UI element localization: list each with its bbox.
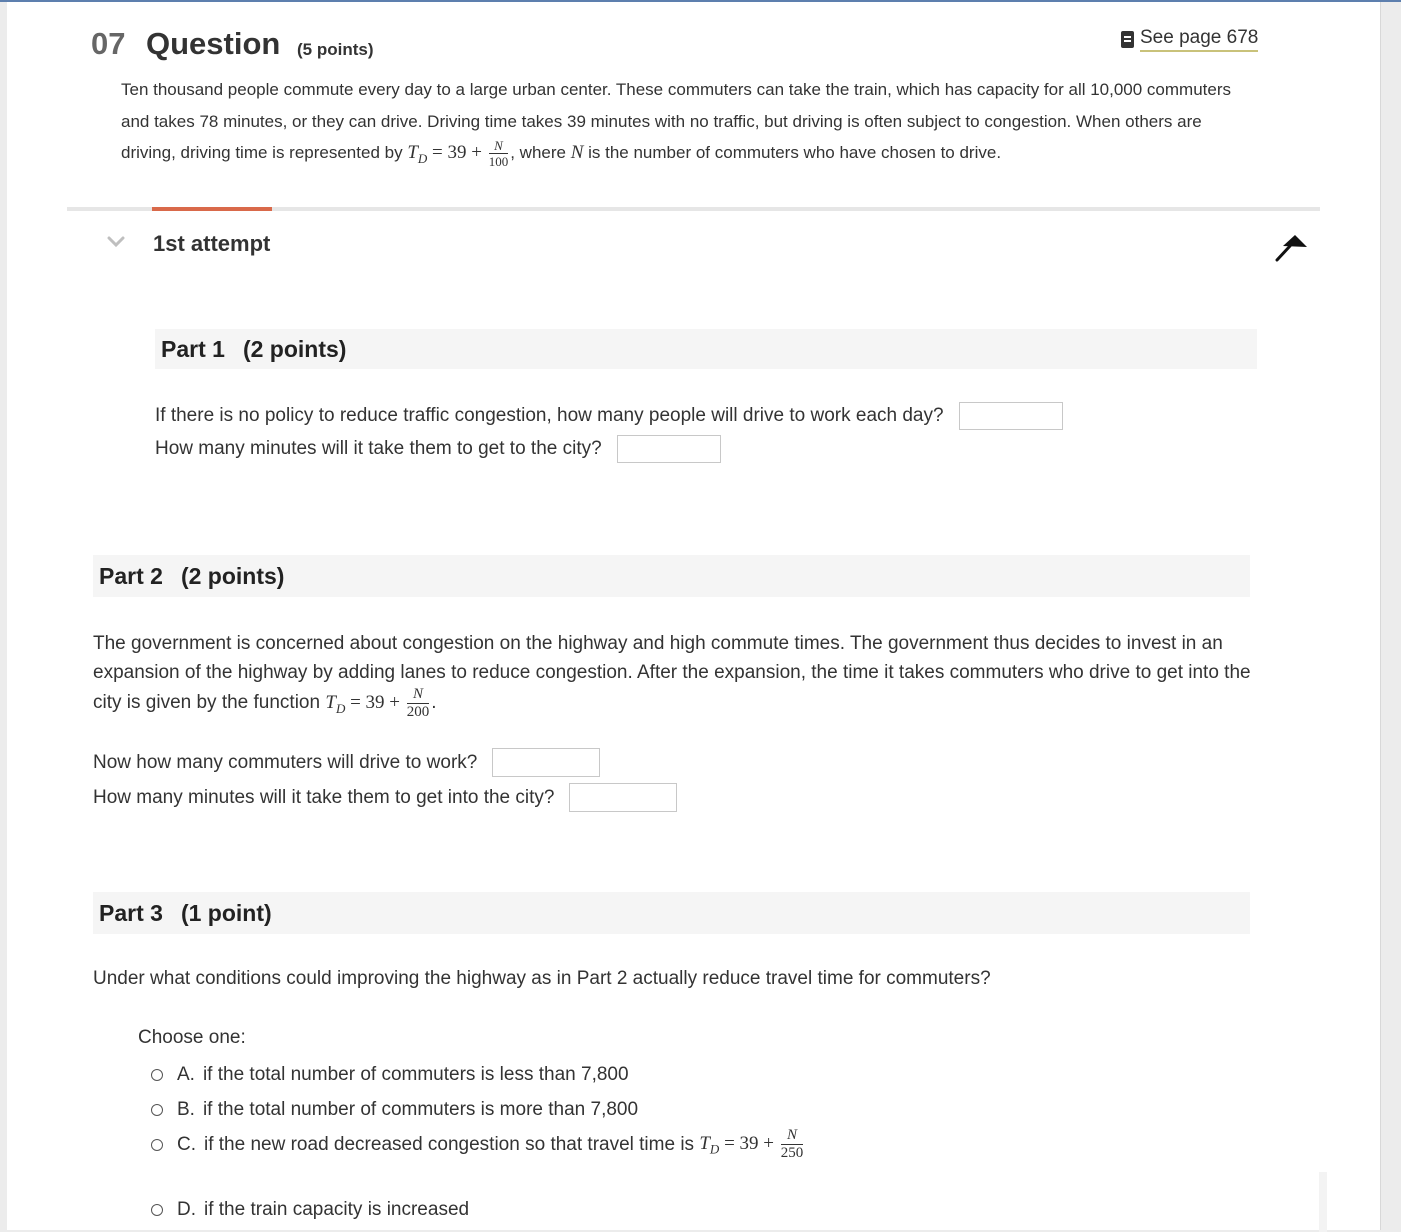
part2-title: Part 2 <box>99 562 163 589</box>
part2-text: The government is concerned about congestion on the highway and high commute times. The government thus decides to invest in an expansion of the highway by adding lanes to reduce congestion. After the expansion, the time it takes commuters who drive to get into the city is given by the function $T_D = 39$ + $\frac{N}{200}$ . <box>93 633 1251 720</box>
question-card <box>7 2 1381 1230</box>
radio-b[interactable] <box>151 1104 163 1116</box>
book-icon <box>1121 31 1134 48</box>
part2-drivers-input[interactable] <box>492 748 600 777</box>
see-page-text[interactable]: See page 678 <box>1140 27 1258 52</box>
option-d[interactable]: D. if the train capacity is increased <box>151 1199 469 1221</box>
part2-points: (2 points) <box>180 562 285 589</box>
part2-minutes-input[interactable] <box>569 783 677 812</box>
scroll-shadow <box>1319 1172 1327 1232</box>
see-page-link[interactable] <box>1121 27 1258 52</box>
part1-header <box>155 329 1257 369</box>
question-title: Question <box>146 26 281 61</box>
part3-points: (1 point) <box>180 899 272 926</box>
choose-one-label: Choose one: <box>138 1027 246 1048</box>
part2-header <box>93 555 1250 597</box>
option-c[interactable]: C. if the new road decreased congestion so that travel time is $T_D = 39$ + $\frac{N}{250}$ <box>151 1128 805 1161</box>
part1-points: (2 points) <box>242 335 347 362</box>
radio-a[interactable] <box>151 1069 163 1081</box>
radio-c[interactable] <box>151 1139 163 1151</box>
part3-title: Part 3 <box>99 899 163 926</box>
option-c-formula: $T_D = 39$ + $\frac{N}{250}$ <box>699 1127 804 1161</box>
part1-drivers-input[interactable] <box>959 402 1063 430</box>
question-intro: Ten thousand people commute every day to a large urban center. These commuters can take the train, which has capacity for all 10,000 commuters and takes 78 minutes, or they can drive. Driving time takes 39 minutes with no traffic, but driving is often subject to congestion. When others are driving, driving time is represented by $T_D = 39$ + $\frac{N}{100}$ , where N is the number of commuters who have chosen to drive. <box>121 80 1232 170</box>
collapse-arrow-icon[interactable] <box>1273 230 1309 264</box>
part2-formula: $T_D = 39$ + $\frac{N}{200}$ <box>325 686 430 720</box>
part1-minutes-input[interactable] <box>617 435 721 463</box>
option-a[interactable]: A. if the total number of commuters is less than 7,800 <box>151 1064 629 1086</box>
radio-d[interactable] <box>151 1204 163 1216</box>
attempt-label[interactable]: 1st attempt <box>153 231 271 256</box>
chevron-down-icon[interactable] <box>107 233 125 251</box>
part1-title: Part 1 <box>161 335 225 362</box>
part3-question: Under what conditions could improving the highway as in Part 2 actually reduce travel time for commuters? <box>93 968 991 989</box>
question-points: (5 points) <box>297 40 374 59</box>
intro-formula: $T_D = 39$ + $\frac{N}{100}$ <box>407 138 509 170</box>
attempt-progress-accent <box>152 207 272 211</box>
part2-question-2: How many minutes will it take them to get into the city? <box>93 783 677 812</box>
part1-question-2: How many minutes will it take them to get to the city? <box>155 435 721 463</box>
part3-header <box>93 892 1250 934</box>
option-b[interactable]: B. if the total number of commuters is more than 7,800 <box>151 1099 638 1121</box>
part1-question-1: If there is no policy to reduce traffic congestion, how many people will drive to work each day? <box>155 402 1063 430</box>
question-number: 07 <box>91 26 126 61</box>
part2-question-1: Now how many commuters will drive to work? <box>93 748 600 777</box>
